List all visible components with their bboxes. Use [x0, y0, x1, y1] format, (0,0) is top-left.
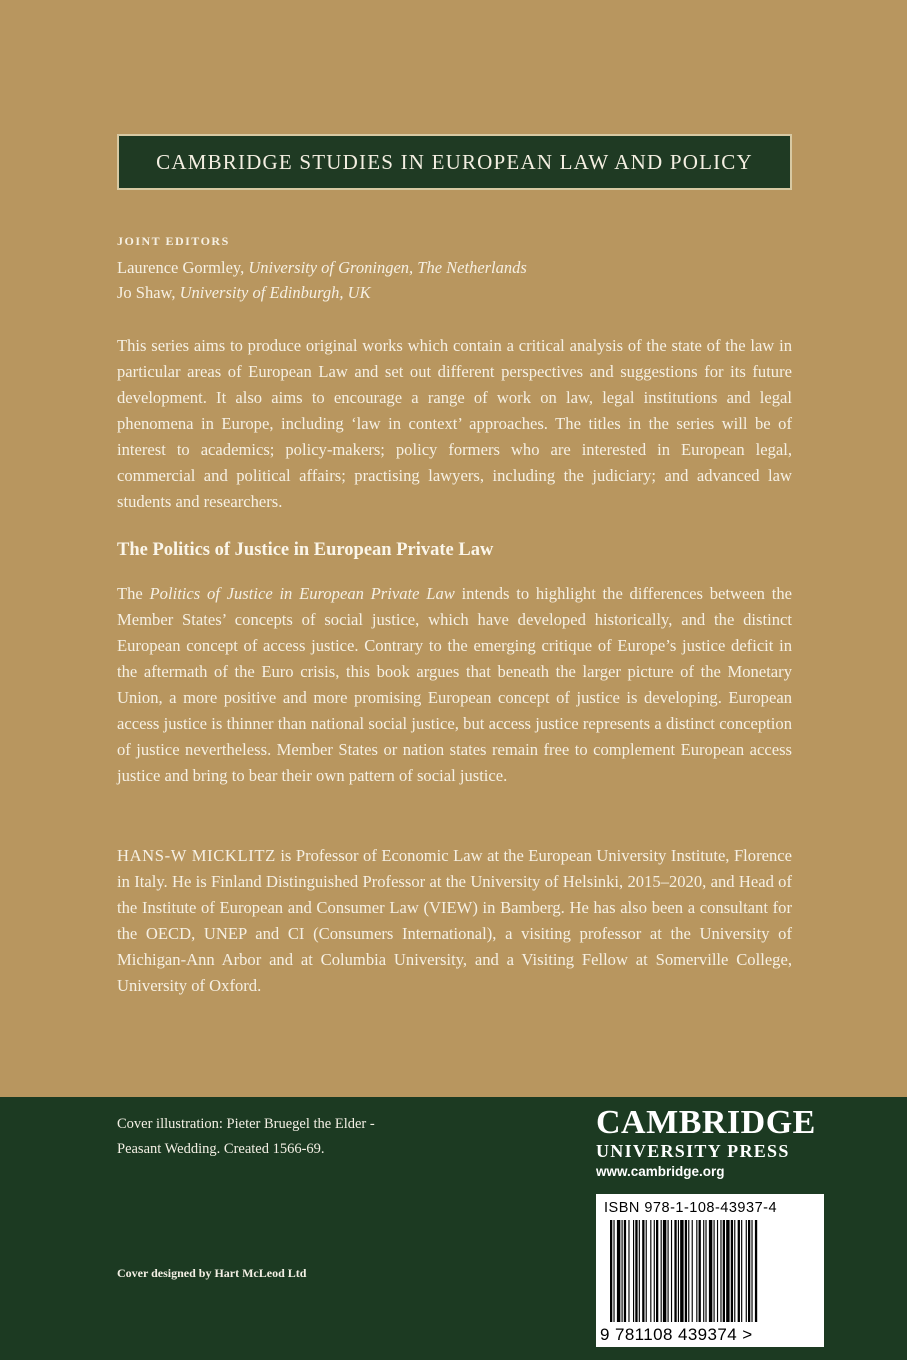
editor-line: [117, 280, 797, 305]
barcode-bar: [696, 1220, 697, 1322]
barcode-bar: [678, 1220, 679, 1322]
barcode-bar: [714, 1220, 715, 1322]
barcode-bar: [680, 1220, 683, 1322]
editor-line: [117, 255, 797, 280]
barcode-bar: [699, 1220, 701, 1322]
barcode-bar: [734, 1220, 735, 1322]
barcode-bar: [741, 1220, 742, 1322]
barcode-bar: [642, 1220, 644, 1322]
editors-label: JOINT EDITORS: [117, 234, 230, 248]
publisher-url: www.cambridge.org: [596, 1164, 725, 1179]
series-banner: [117, 134, 792, 190]
series-description: This series aims to produce original works which contain a critical analysis of the state of the law in particular areas of European Law and set out different perspectives and suggestions for its future development. It also aims to encourage a range of work on law, legal institutions and legal phenomena in Europe, including ‘law in context’ approaches. The titles in the series will be of interest to academics; policy-makers; policy formers who are interested in European legal, commercial and political affairs; practising lawyers, including the judiciary; and advanced law students and researchers.: [117, 336, 792, 511]
isbn-text: ISBN 978-1-108-43937-4: [604, 1200, 778, 1216]
editor-affiliation: University of Edinburgh, UK: [179, 283, 371, 302]
barcode-bar: [751, 1220, 752, 1322]
editor-affiliation: University of Groningen, The Netherlands: [248, 258, 527, 277]
barcode-bar: [685, 1220, 687, 1322]
cover-designer-credit: Cover designed by Hart McLeod Ltd: [117, 1266, 307, 1280]
barcode-bar: [755, 1220, 757, 1322]
publisher-logo: [596, 1105, 826, 1179]
cover-illustration-credit: [117, 1112, 447, 1162]
barcode-bar: [705, 1220, 706, 1322]
book-description: [117, 581, 792, 789]
barcode-bar: [731, 1220, 733, 1322]
barcode-bar: [723, 1220, 725, 1322]
series-title: CAMBRIDGE STUDIES IN EUROPEAN LAW AND POLICY: [156, 149, 753, 174]
editor-name: Laurence Gormley,: [117, 258, 249, 277]
barcode-bar: [726, 1220, 729, 1322]
barcode-bar: [720, 1220, 721, 1322]
author-bio-text: is Professor of Economic Law at the European University Institute, Florence in Italy. He is Finland Distinguished Professor at the University of Helsinki, 2015–2020, and Head of the Institute of European and Consumer Law (VIEW) in Bamberg. He has also been a consultant for the OECD, UNEP and CI (Consumers International), a visiting professor at the University of Michigan-Ann Arbor and at Columbia University, and a Visiting Fellow at Somerville College, University of Oxford.: [117, 846, 792, 995]
author-name: HANS-W MICKLITZ: [117, 846, 276, 865]
publisher-name: CAMBRIDGE: [596, 1104, 816, 1141]
barcode-bar: [650, 1220, 651, 1322]
barcode-bar: [622, 1220, 623, 1322]
book-desc-body: intends to highlight the differences between the Member States’ concepts of social justice, which have developed historically, and the distinct European concept of access justice. Contrary to the emerging critique of Europe’s justice deficit in the aftermath of the Euro crisis, this book argues that beneath the larger picture of the Monetary Union, a more positive and more promising European concept of justice is developing. European access justice is thinner than national social justice, but access justice represents a distinct conception of justice nevertheless. Member States or nation states remain free to complement European access justice and bring to bear their own pattern of social justice.: [117, 584, 792, 785]
book-title: The Politics of Justice in European Private Law: [117, 540, 494, 560]
editor-name: Jo Shaw,: [117, 283, 180, 302]
joint-editors: [117, 234, 797, 305]
barcode-bar: [738, 1220, 740, 1322]
barcode-bar: [663, 1220, 666, 1322]
illustration-line: Peasant Wedding. Created 1566-69.: [117, 1141, 325, 1157]
publisher-subtitle: UNIVERSITY PRESS: [596, 1141, 790, 1161]
barcode-bar: [661, 1220, 662, 1322]
barcode: [596, 1194, 824, 1347]
barcode-bar: [717, 1220, 718, 1322]
barcode-bar: [671, 1220, 672, 1322]
barcode-bar: [674, 1220, 676, 1322]
barcode-bar: [639, 1220, 640, 1322]
author-bio: [117, 843, 792, 999]
book-desc-title: Politics of Justice in European Private Law: [149, 584, 455, 603]
barcode-bar: [668, 1220, 669, 1322]
book-desc-lead: The: [117, 584, 150, 603]
barcode-bar: [617, 1220, 620, 1322]
barcode-bar: [646, 1220, 647, 1322]
barcode-bar: [628, 1220, 629, 1322]
barcode-bar: [633, 1220, 634, 1322]
barcode-bar: [624, 1220, 626, 1322]
barcode-bar: [703, 1220, 704, 1322]
barcode-bar: [688, 1220, 689, 1322]
barcode-bar: [610, 1220, 612, 1322]
barcode-bar: [613, 1220, 614, 1322]
barcode-bars-icon: [610, 1220, 806, 1322]
barcode-bar: [692, 1220, 693, 1322]
barcode-digits: 9 781108 439374 >: [600, 1325, 753, 1344]
illustration-line: Cover illustration: Pieter Bruegel the Elder -: [117, 1116, 375, 1132]
barcode-bar: [654, 1220, 655, 1322]
barcode-bar: [746, 1220, 747, 1322]
barcode-bar: [748, 1220, 750, 1322]
barcode-bar: [635, 1220, 637, 1322]
barcode-bar: [656, 1220, 658, 1322]
barcode-bar: [709, 1220, 712, 1322]
